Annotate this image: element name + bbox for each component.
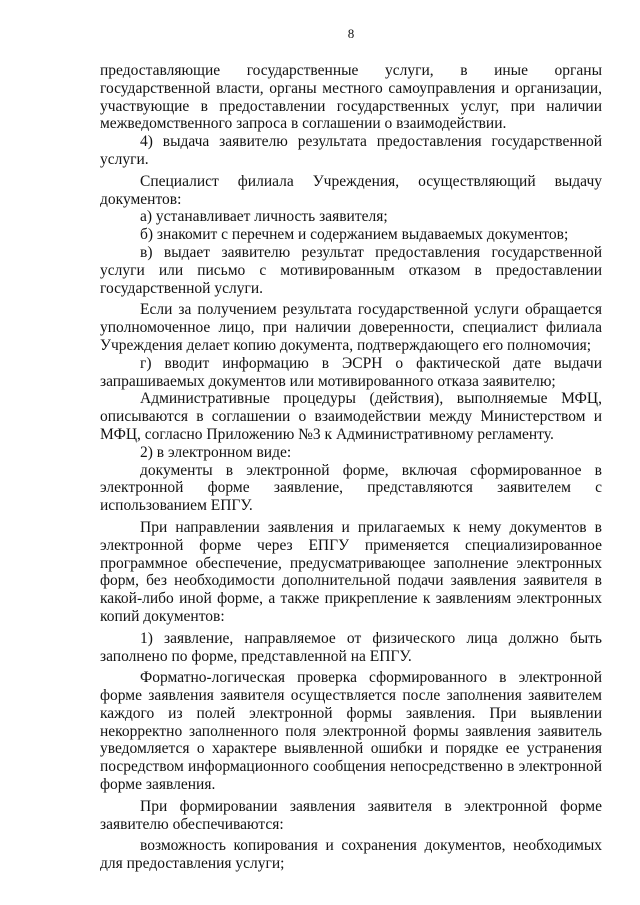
paragraph-copy-save: возможность копирования и сохранения документов, необходимых для предоставления услуги;	[100, 837, 602, 873]
paragraph-format-check: Форматно-логическая проверка сформированного в электронной форме заявления заявителя осуществляется после заполнения заявителем каждого из полей электронной формы заявления. При выявлении некорректно заполненного поля электронной формы заявления заявитель уведомляется о характере выявленной ошибки и порядке ее устранения посредством информационного сообщения непосредственно в электронной форме заявления.	[100, 669, 602, 794]
paragraph-item-2: 2) в электронном виде:	[140, 443, 292, 461]
paragraph-electronic-documents: документы в электронной форме, включая сформированное в электронной форме заявление, представляются заявителем с использованием ЕПГУ.	[100, 461, 602, 515]
document-page	[100, 26, 602, 873]
page-number: 8	[347, 26, 355, 41]
paragraph-subitem-b: б) знакомит с перечнем и содержанием выдаваемых документов;	[140, 226, 569, 244]
paragraph-subitem-v: в) выдает заявителю результат предоставления государственной услуги или письмо с мотивированным отказом в предоставлении государственной услуги.	[100, 243, 602, 297]
paragraph-subitem-1: 1) заявление, направляемое от физического лица должно быть заполнено по форме, представленной на ЕПГУ.	[100, 629, 602, 665]
paragraph-subitem-a: а) устанавливает личность заявителя;	[140, 208, 388, 226]
document-body	[100, 62, 602, 873]
paragraph-subitem-g: г) вводит информацию в ЭСРН о фактической дате выдачи запрашиваемых документов или мотивированного отказа заявителю;	[100, 354, 602, 390]
paragraph-continuation: предоставляющие государственные услуги, в иные органы государственной власти, органы местного самоуправления и организации, участвующие в предоставлении государственных услуг, при наличии межведомственного запроса в соглашении о взаимодействии.	[100, 62, 602, 133]
paragraph-specialist: Специалист филиала Учреждения, осуществляющий выдачу документов:	[100, 172, 602, 208]
paragraph-mfc-procedures: Административные процедуры (действия), выполняемые МФЦ, описываются в соглашении о взаимодействии между Министерством и МФЦ, согласно Приложению №3 к Административному регламенту.	[100, 390, 602, 443]
paragraph-item-4: 4) выдача заявителю результата предоставления государственной услуги.	[100, 133, 602, 168]
paragraph-epgu-submission: При направлении заявления и прилагаемых к нему документов в электронной форме через ЕПГУ применяется специализированное программное обеспечение, предусматривающее заполнение электронных форм, без необходимости дополнительной подачи заявления заявителя в какой-либо иной форме, а также прикрепление к заявлениям электронных копий документов:	[100, 518, 602, 625]
paragraph-authorized-person: Если за получением результата государственной услуги обращается уполномоченное лицо, при наличии доверенности, специалист филиала Учреждения делает копию документа, подтверждающего его полномочия;	[100, 301, 602, 354]
paragraph-provided-features: При формировании заявления заявителя в электронной форме заявителю обеспечиваются:	[100, 797, 602, 833]
